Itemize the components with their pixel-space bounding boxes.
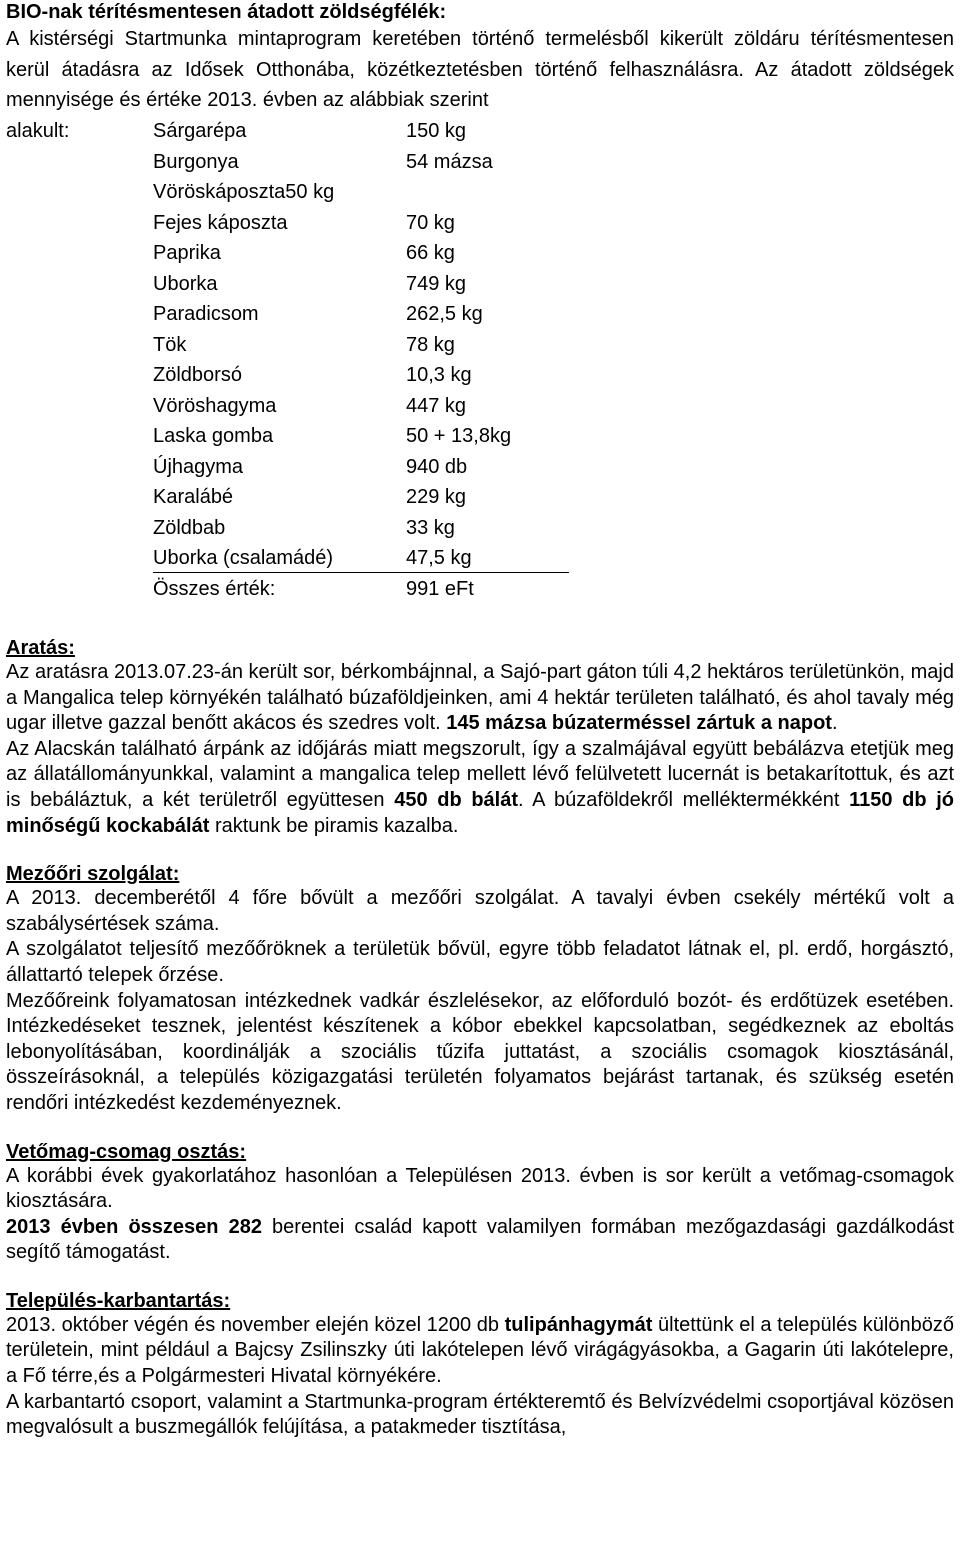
aratas-paragraph-1 — [6, 660, 954, 737]
total-divider — [153, 572, 569, 574]
vegetable-quantity: 54 mázsa — [406, 150, 493, 173]
text-span: raktunk be piramis kazalba. — [209, 814, 459, 837]
vegetable-quantity: 50 kg — [285, 181, 335, 203]
spacer — [6, 839, 954, 862]
bio-lead: alakult: — [6, 120, 70, 142]
vegetable-quantity: 150 kg — [406, 120, 467, 142]
vegetable-name: Sárgarépa — [153, 120, 247, 142]
mezoor-paragraph-3: Mezőőreink folyamatosan intézkednek vadkár észlelésekor, az előforduló bozót- és erdőtüzek esetében. Intézkedéseket tesznek, jelentést készítenek a kóbor ebekkel kapcsolatban, segédkeznek az eboltás lebonyolításában, koordinálják a szociális tűzifa juttatást, a szociális csomagok kiosztásánál, összeírásoknál, a település közigazgatási területén folyamatos bejárást tartanak, és szükség esetén rendőri intézkedést kezdeményeznek. — [6, 989, 954, 1114]
bold-span: 450 db bálát — [394, 788, 519, 811]
vegetable-quantity: 66 kg — [406, 242, 455, 264]
telepules-paragraph-2: A karbantartó csoport, valamint a Startmunka-program értékteremtő és Belvízvédelmi csoportjával közösen megvalósult a buszmegállók felújítása, a patakmeder tisztítása, — [6, 1390, 954, 1439]
vegetable-name: Fejes káposzta — [153, 211, 288, 234]
vegetable-name: Karalábé — [153, 486, 234, 508]
aratas-paragraph-2 — [6, 737, 954, 839]
text-span: Az aratásra 2013.07.23-án került sor, bérkombájnnal, a Sajó-part gáton túli 4,2 hektáros területünkön, majd a Mangalica telep környékén található búzaföldjeinken, ami 4 hektár területen található, és ahol tavaly még ugar illetve gazzal benőtt akácos és szedres volt. — [6, 661, 954, 735]
vegetable-quantity: 447 kg — [406, 394, 467, 417]
vegetable-row — [153, 177, 334, 208]
vegetable-name: Vöröshagyma — [153, 394, 277, 417]
bold-span: tulipánhagymát — [504, 1313, 653, 1336]
aratas-heading: Aratás: — [6, 637, 75, 659]
vegetable-name: Paprika — [153, 242, 221, 264]
telepules-heading: Település-karbantartás: — [6, 1289, 231, 1312]
vegetable-name: Uborka (csalamádé) — [153, 547, 334, 569]
total-label: Összes érték: — [153, 577, 276, 600]
spacer — [6, 1266, 954, 1289]
vegetable-quantity: 749 kg — [406, 272, 467, 295]
vegetable-quantity: 262,5 kg — [406, 303, 483, 325]
vetomag-heading: Vetőmag-csomag osztás: — [6, 1140, 247, 1163]
telepules-paragraph-1 — [6, 1313, 954, 1390]
vegetable-quantity: 50 + 13,8kg — [406, 425, 512, 447]
text-span: berentei család kapott valamilyen formában mezőgazdasági gazdálkodást segítő támogatást. — [6, 1215, 954, 1264]
text-span: 2013. október végén és november elején közel 1200 db — [6, 1313, 505, 1336]
mezoor-heading: Mezőőri szolgálat: — [6, 863, 180, 886]
bold-span: 145 mázsa búzatermésseI zártuk a napot — [446, 712, 832, 735]
vegetable-quantity: 70 kg — [406, 211, 455, 234]
vegetable-quantity: 940 db — [406, 455, 468, 478]
vetomag-paragraph-1: A korábbi évek gyakorlatához hasonlóan a Településen 2013. évben is sor került a vetőmag-csomagok kiosztására. — [6, 1164, 954, 1213]
spacer — [6, 1117, 954, 1140]
text-span: Az Alacskán található árpánk az időjárás miatt megszorult, így a szalmájával együtt bebálázva etetjük meg az állatállományunkkal, valamint a mangalica telep mellett lévő felülvetett lucernát is betakarítottuk, és azt is bebáláztuk, a két területről együttesen — [6, 737, 954, 811]
vegetable-name: Vöröskáposzta — [153, 181, 286, 203]
bio-intro: A kistérségi Startmunka mintaprogram keretében történő termelésből kikerült zöldáru térítésmentesen kerül átadásra az Idősek Otthonába, közétkeztetésben történő felhasználásra. Az átadott zöldségek mennyisége és értéke 2013. évben az alábbiak szerint — [6, 28, 954, 111]
text-span: . A búzaföldekről melléktermékként — [518, 788, 850, 811]
text-span: ültettünk el a település különböző területein, mint például a Bajcsy Zsilinszky úti lakótelepen lévő virágágyásokba, a Gagarin úti lakótelepre, a Fő térre,és a Polgármesteri Hivatal környékére. — [6, 1313, 954, 1388]
bold-span: 1150 db jó minőségű kockabálát — [6, 788, 954, 837]
bio-section — [6, 0, 954, 600]
vegetable-name: Laska gomba — [153, 425, 274, 447]
mezoor-paragraph-1: A 2013. decemberétől 4 főre bővült a mezőőri szolgálat. A tavalyi évben csekély mértékű volt a szabálysértések száma. — [6, 887, 954, 935]
total-value: 991 eFt — [406, 577, 474, 600]
vegetable-quantity: 78 kg — [406, 333, 455, 356]
vegetable-name: Tök — [153, 333, 187, 356]
bold-span: 2013 évben összesen 282 — [6, 1215, 262, 1238]
vegetable-quantity: 33 kg — [406, 516, 455, 539]
vegetable-name: Zöldborsó — [153, 364, 242, 386]
vegetable-name: Burgonya — [153, 150, 239, 173]
vegetable-quantity: 10,3 kg — [406, 364, 472, 386]
vegetable-name: Újhagyma — [153, 455, 244, 478]
vegetable-quantity: 47,5 kg — [406, 547, 472, 569]
vetomag-paragraph-2 — [6, 1215, 954, 1266]
bio-title: BIO-nak térítésmentesen átadott zöldségfélék: — [6, 1, 447, 23]
mezoor-paragraph-2: A szolgálatot teljesítő mezőőröknek a területük bővül, egyre több feladatot látnak el, pl. erdő, horgásztó, állattartó telepek őrzése. — [6, 938, 954, 986]
vegetable-name: Uborka — [153, 272, 218, 295]
vegetable-name: Paradicsom — [153, 303, 259, 325]
vegetable-name: Zöldbab — [153, 516, 226, 539]
text-span: . — [831, 712, 838, 735]
vegetable-quantity: 229 kg — [406, 486, 467, 508]
report-body — [6, 636, 954, 1441]
